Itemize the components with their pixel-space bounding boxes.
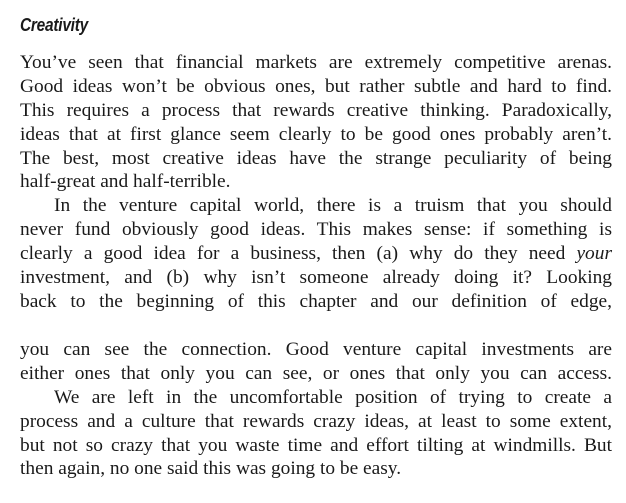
text-line-indented: We are left in the uncomfortable position of trying to create a bbox=[54, 386, 612, 408]
text-line: process and a culture that rewards crazy ideas, at least to some extent, bbox=[20, 410, 612, 432]
text-line: The best, most creative ideas have the strange peculiarity of being bbox=[20, 147, 612, 169]
text-line: you can see the connection. Good venture capital investments are bbox=[20, 339, 612, 360]
text-line: either ones that only you can see, or ones that only you can access. bbox=[20, 362, 612, 384]
text-line: You’ve seen that financial markets are extremely competitive arenas. bbox=[20, 52, 612, 73]
emphasis-text: your bbox=[576, 243, 612, 265]
text-line: but not so crazy that you waste time and effort tilting at windmills. But bbox=[20, 434, 612, 456]
paragraph-block-bottom bbox=[20, 338, 612, 481]
text-line: ideas that at first glance seem clearly to be good ones probably aren’t. bbox=[20, 123, 612, 145]
text-line: then again, no one said this was going to be easy. bbox=[20, 458, 402, 480]
text-line: This requires a process that rewards creative thinking. Paradoxically, bbox=[20, 99, 612, 121]
section-heading: Creativity bbox=[20, 15, 88, 35]
text-line: Good ideas won’t be obvious ones, but rather subtle and hard to find. bbox=[20, 75, 612, 97]
text-segment: clearly a good idea for a business, then (a) why do they need bbox=[20, 243, 577, 265]
text-line bbox=[20, 242, 612, 266]
text-line: investment, and (b) why isn’t someone already doing it? Looking bbox=[20, 267, 612, 289]
text-line: never fund obviously good ideas. This makes sense: if something is bbox=[20, 219, 612, 241]
text-line: back to the beginning of this chapter and our definition of edge, bbox=[20, 290, 612, 312]
text-line: half-great and half-terrible. bbox=[20, 171, 231, 193]
paragraph-block-top bbox=[20, 51, 612, 314]
text-line-indented: In the venture capital world, there is a truism that you should bbox=[54, 195, 612, 217]
